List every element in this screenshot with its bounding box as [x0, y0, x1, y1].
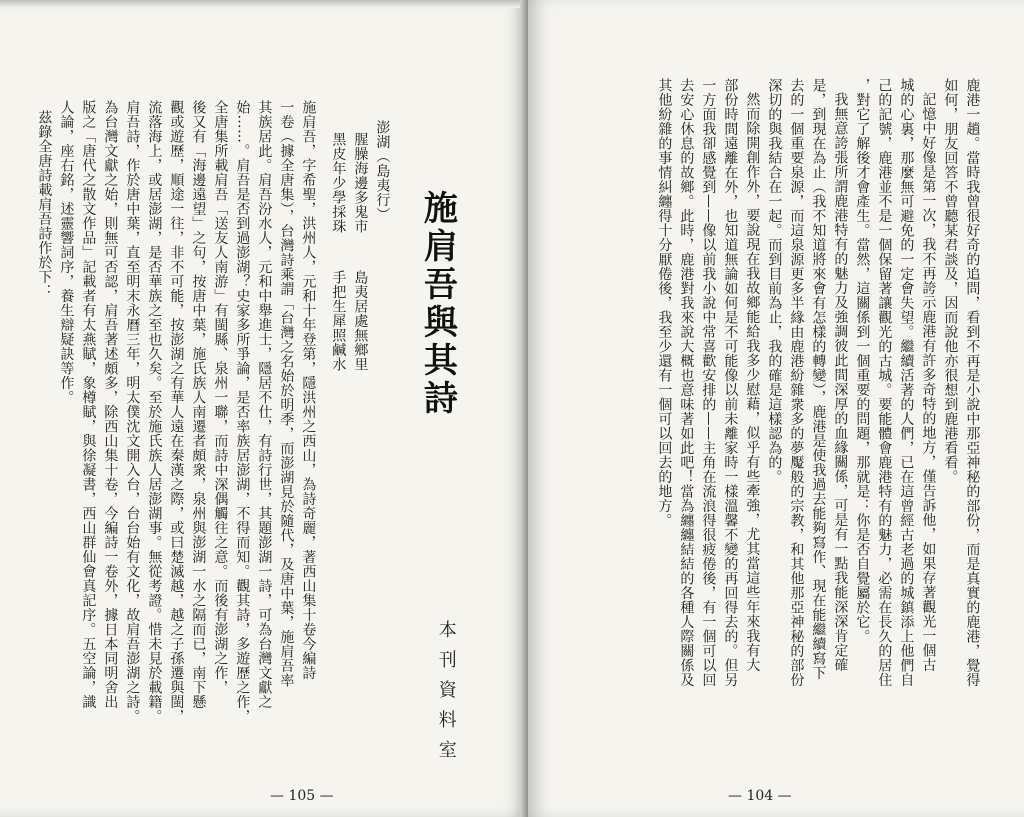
body-column: 人論，座右銘，述靈響詞序，養生辯疑訣等作。 [58, 100, 75, 405]
body-column: ，對它了解後才會產生。當然，這關係到一個重要的問題，那就是：你是否自覺屬於它。 [854, 78, 871, 644]
body-column: 觀或遊歷，順途一往，非不可能，按澎湖之有華人遠在秦漢之際，或曰楚滅越，越之子孫遷與閩， [168, 100, 185, 724]
body-column: 後又有「海邊遠望」之句，按唐中葉，施氏族人南遷者頗衆，泉州與澎湖一水之隔而已，南下懸 [190, 100, 207, 709]
body-column: 己的記號，鹿港並不是一個保留著讓觀光的古城。要能體會鹿港特有的魅力，必需在長久的居住 [876, 78, 893, 687]
body-column: 然而除開創作外，要說現在我故鄉能給我多少慰藉，似乎有些牽強，尤其當這些年來我有大 [744, 92, 761, 672]
body-column: 記憶中好像是第一次，我不再誇示鹿港有許多奇特的地方，僅告訴他，如果存著觀光一個古 [920, 92, 937, 672]
poem-line: 島夷居處無鄉里 [352, 270, 369, 372]
body-column: 為台灣文獻之始，則無可否認，肩吾著述頗多，除西山集十卷，今編詩一卷外，據日本同明舍出 [102, 100, 119, 709]
body-column: 其他紛雜的事情糾纏得十分厭倦後，我至少還有一個可以回去的地方。 [656, 78, 673, 528]
body-column: 流落海上，或居澎湖，是否華族之至也久矣。至於施氏族人居澎湖事。無從考證。惜未見於載籍。 [146, 100, 163, 724]
page-top-edge [0, 0, 528, 8]
poem-title: 澎湖（島夷行） [374, 120, 391, 222]
body-column: 部份時間遠離在外，也知道無論如何是不可能像以前未離家時一樣溫馨不變的再回得去的。但另 [722, 78, 739, 687]
body-column: 茲錄全唐詩載肩吾詩作於下： [36, 110, 53, 299]
right-page [528, 0, 1024, 817]
body-column: 一方面我卻感覺到——像以前我小說中常喜歡安排的——主角在流浪得很疲倦後，有一個可以回 [700, 78, 717, 687]
body-column: 肩吾詩，作於唐中葉，直至明末永曆三年，明太僕沈文開入台，台台始有文化，故肩吾澎湖之詩。 [124, 100, 141, 724]
body-column: 去的一個重要泉源，而這泉源更多半緣由鹿港紛雜衆多的夢魘般的宗教，和其他那亞神秘的部份 [788, 78, 805, 687]
page-number: — 105 — [270, 788, 334, 804]
body-column: 是，到現在為止（我不知道將來會有怎樣的轉變），鹿港是使我過去能夠寫作、現在能繼續寫下 [810, 78, 827, 680]
body-column: 版之「唐代之散文作品」記載者有太燕賦，象樽賦，與徐凝書，西山群仙會真記序。五空論，識 [80, 100, 97, 709]
body-column: 城的心裏，那麼無可避免的一定會失望。繼續活著的人們，已在這曾經古老過的城鎮添上他們自 [898, 78, 915, 687]
body-column: 始……。肩吾是否到過澎湖？史家多所爭論，是否率族居澎湖，不得而知。觀其詩，多遊歷之作， [234, 100, 251, 724]
article-title: 施肩吾與其詩 [417, 190, 458, 418]
poem-line: 手把生犀照鹹水 [330, 270, 347, 372]
body-column: 施肩吾，字希聖，洪州人，元和十年登第，隱洪州之西山，為詩奇麗，著西山集十卷今編詩 [300, 100, 317, 680]
page-number: — 104 — [728, 788, 792, 804]
body-column: 我無意誇張所謂鹿港特有的魅力及強調彼此間深厚的血緣關係，可是有一點我能深深肯定確 [832, 92, 849, 672]
poem-line: 黑皮年少學採珠 [330, 132, 347, 234]
source-credit: 本刊資料室 [435, 620, 457, 770]
body-column: 去安心休息的故鄉。此時，鹿港對我來說大概也意味著如此吧！當為纏纏結結的各種人際關係及 [678, 78, 695, 687]
body-column: 深切的與我結合在一起。而到目前為止，我的確是這樣認為的。 [766, 78, 783, 484]
poem-line: 腥臊海邊多鬼市 [352, 132, 369, 234]
body-column: 如何，朋友回答不曾聽某君談及，因而說他亦很想到鹿港看看。 [942, 78, 959, 484]
body-column: 其族居此。肩吾汾水人，元和中舉進士，隱居不仕，有詩行世，其題澎湖一詩，可為台灣文獻之 [256, 100, 273, 709]
body-column: 一卷（據全唐集），台灣詩乘謂「台灣之名始於明季，而澎湖見於隨代，及唐中葉，施肩吾率 [278, 100, 295, 688]
body-column: 鹿港一趟。當時我曾很好奇的追問，看到不再是小說中那亞神秘的部份，而是真實的鹿港，覺得 [964, 78, 981, 687]
body-column: 全唐集所載肩吾「送友人南游」有閩縣、泉州一聯，而詩中深偶觸往之意。而後有澎湖之作， [212, 100, 229, 695]
